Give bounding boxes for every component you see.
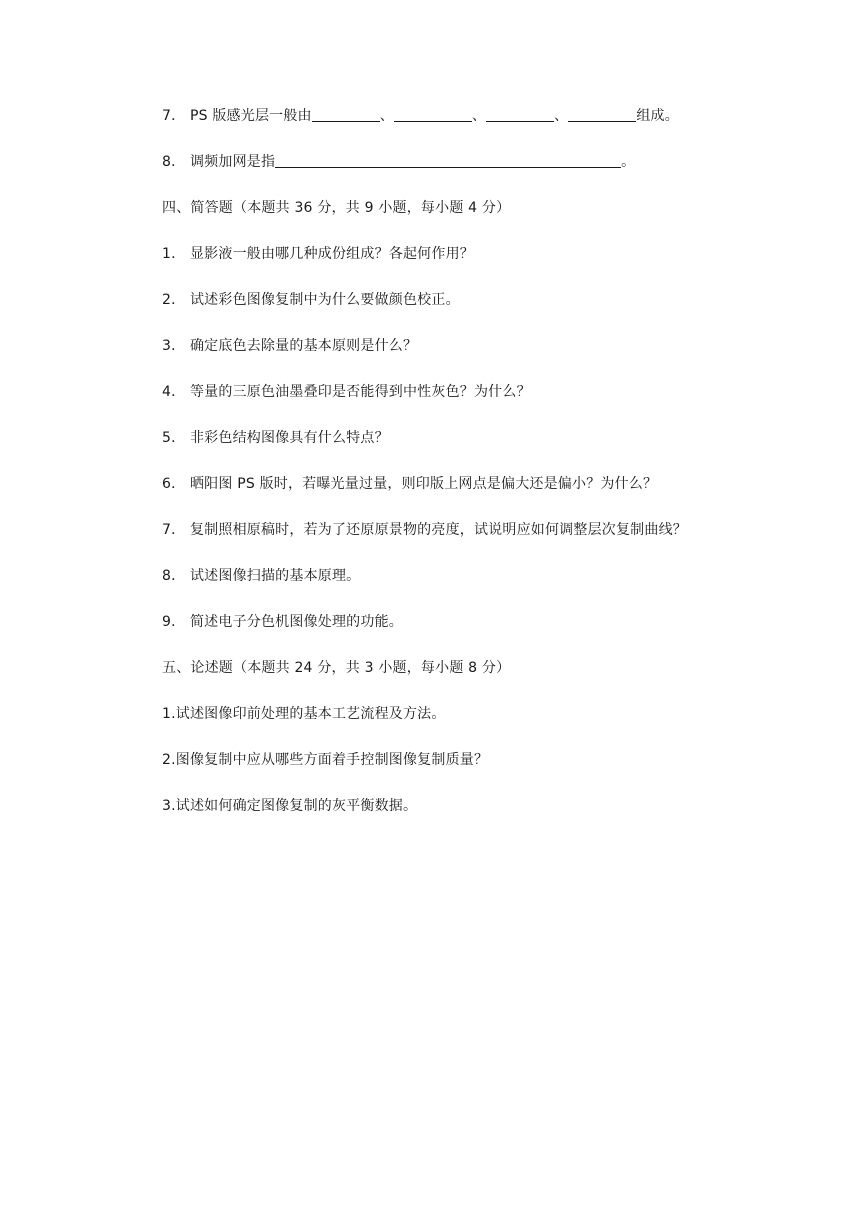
essay-question xyxy=(162,748,842,794)
question-number: 7． xyxy=(162,108,186,124)
question-text: 等量的三原色油墨叠印是否能得到中性灰色？为什么？ xyxy=(189,384,531,400)
question-text: PS 版感光层一般由 xyxy=(189,108,312,124)
short-answer-question xyxy=(162,610,842,656)
question-number: 3. xyxy=(162,798,176,814)
question-text: 图像复制中应从哪些方面着手控制图像复制质量？ xyxy=(175,752,489,768)
question-text: 试述图像扫描的基本原理。 xyxy=(189,568,361,584)
document-content xyxy=(162,104,842,840)
question-number: 4． xyxy=(162,384,186,400)
short-answer-question xyxy=(162,380,842,426)
essay-question xyxy=(162,794,842,840)
question-number: 3． xyxy=(162,338,186,354)
question-text: 试述如何确定图像复制的灰平衡数据。 xyxy=(175,798,418,814)
section-heading-essay: 五、论述题（本题共 24 分，共 3 小题，每小题 8 分） xyxy=(162,660,511,676)
question-number: 5． xyxy=(162,430,186,446)
question-text: 试述图像印前处理的基本工艺流程及方法。 xyxy=(175,706,446,722)
question-number: 2. xyxy=(162,752,176,768)
question-number: 6． xyxy=(162,476,186,492)
question-text: 复制照相原稿时，若为了还原原景物的亮度，试说明应如何调整层次复制曲线？ xyxy=(189,522,687,538)
question-number: 7． xyxy=(162,522,186,538)
short-answer-question xyxy=(162,426,842,472)
fill-in-question-8 xyxy=(162,150,842,196)
question-text: 试述彩色图像复制中为什么要做颜色校正。 xyxy=(189,292,460,308)
question-number: 2． xyxy=(162,292,186,308)
question-text: 确定底色去除量的基本原则是什么？ xyxy=(189,338,418,354)
answer-blank xyxy=(568,105,636,122)
separator: 、 xyxy=(554,108,569,124)
question-number: 8． xyxy=(162,154,186,170)
short-answer-question xyxy=(162,288,842,334)
answer-blank xyxy=(486,105,554,122)
question-text: 显影液一般由哪几种成份组成？各起何作用？ xyxy=(189,246,474,262)
short-answer-question xyxy=(162,564,842,610)
fill-in-question-7 xyxy=(162,104,842,150)
question-text-end: 。 xyxy=(621,154,636,170)
section-heading-short-answer: 四、简答题（本题共 36 分，共 9 小题，每小题 4 分） xyxy=(162,200,511,216)
question-text: 简述电子分色机图像处理的功能。 xyxy=(189,614,403,630)
answer-blank xyxy=(275,151,621,168)
question-number: 8． xyxy=(162,568,186,584)
question-text: 非彩色结构图像具有什么特点？ xyxy=(189,430,389,446)
short-answer-question xyxy=(162,242,842,288)
question-number: 1. xyxy=(162,706,176,722)
answer-blank xyxy=(312,105,380,122)
essay-question xyxy=(162,702,842,748)
question-text: 晒阳图 PS 版时，若曝光量过量，则印版上网点是偏大还是偏小？为什么？ xyxy=(189,476,658,492)
question-text-end: 组成。 xyxy=(636,108,679,124)
separator: 、 xyxy=(471,108,487,124)
separator: 、 xyxy=(379,108,394,124)
short-answer-question xyxy=(162,518,842,564)
answer-blank xyxy=(394,105,472,122)
question-number: 1． xyxy=(162,246,186,262)
question-number: 9． xyxy=(162,614,186,630)
question-text: 调频加网是指 xyxy=(189,154,276,170)
short-answer-question xyxy=(162,472,842,518)
short-answer-question xyxy=(162,334,842,380)
